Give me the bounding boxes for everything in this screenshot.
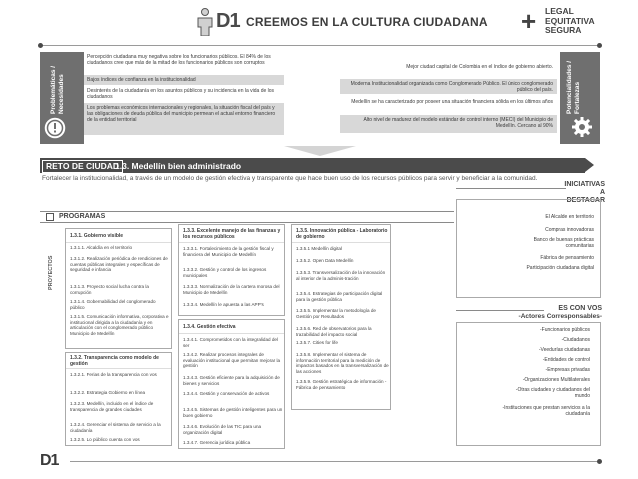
project-item: 1.3.5.3. Transversalización de la innovación al interior de la adminis-tración <box>296 270 386 281</box>
logo-line-2: EQUITATIVA <box>545 15 595 26</box>
project-item: 1.3.2.3. Medellín, incluido en el índice de transparencia de grandes ciudades <box>70 401 154 412</box>
divider-dot <box>38 43 43 48</box>
project-item: 1.3.5.7. Cities for life <box>296 340 338 345</box>
project-item: 1.3.1.5. Comunicación informativa, corporativa e institucional dirigida a la ciudadanía y en articulación con el conglomerado público Municipio de Medellín <box>70 314 169 336</box>
iniciativa-item: Compras innovadoras <box>545 227 594 233</box>
project-item: 1.3.5.2. Open Data Medellín <box>296 258 354 263</box>
project-item: 1.3.5.9. Gestión estratégica de información - Fábrica de pensamiento <box>296 379 387 390</box>
divider <box>292 242 390 243</box>
person-icon <box>195 8 215 36</box>
project-item: 1.3.3.3. Normalización de la cartera morosa del Municipio de Medellín <box>183 284 280 295</box>
actor-item: -Empresas privadas <box>545 367 590 373</box>
reto-arrow-icon <box>585 158 594 172</box>
brand-logo <box>545 7 595 36</box>
project-item: 1.3.4.5. Sistemas de gestión inteligentes para un buen gobierno <box>183 407 283 418</box>
down-arrow-icon <box>284 146 356 156</box>
program-title: 1.3.3. Excelente manejo de las finanzas y los recursos públicos <box>183 228 281 240</box>
footer-divider <box>70 461 600 462</box>
potentials-tab-label: Potencialidades / Fortalezas <box>566 60 581 114</box>
project-item: 1.3.1.4. Gobernabilidad del conglomerado público <box>70 299 156 310</box>
project-item: 1.3.5.4. Estrategias de participación digital para la gestión pública <box>296 291 383 302</box>
actores-box <box>456 322 601 446</box>
iniciativa-item: Fábrica de pensamiento <box>540 255 594 261</box>
project-item: 1.3.4.7. Gerencia jurídica pública <box>183 440 251 445</box>
iniciativas-title: INICIATIVAS A DESTACAR <box>564 181 605 204</box>
project-item: 1.3.5.8. Implementar el sistema de información territorial para la medición de impactos basados en la transversalización de las acciones <box>296 352 389 374</box>
program-title: 1.3.4. Gestión efectiva <box>183 324 236 330</box>
actor-item: -Organizaciones Multilaterales <box>522 377 590 383</box>
iniciativa-item: Participación ciudadana digital <box>526 265 594 271</box>
actor-item: -Veedurías ciudadanas <box>538 347 590 353</box>
proyectos-label: PROYECTOS <box>48 255 54 290</box>
divider <box>66 368 171 369</box>
iniciativas-divider <box>456 188 566 189</box>
program-box-1-3-1 <box>65 228 172 349</box>
problem-item: Desinterés de la ciudadanía en los asuntos públicos y su incidencia en la vida de los ciudadanos <box>87 88 275 100</box>
iniciativas-box <box>456 199 601 298</box>
potential-item: Mejor ciudad capital de Colombia en el índice de gobierno abierto. <box>406 64 553 70</box>
plus-logo-icon: + <box>521 6 537 36</box>
program-box-1-3-2 <box>65 352 172 446</box>
header-divider <box>40 45 600 46</box>
iniciativa-item: El Alcalde en territorio <box>545 214 594 220</box>
problem-item: Bajos índices de confianza en la institucionalidad <box>84 75 284 85</box>
footer-badge: D1 <box>40 452 59 469</box>
actor-item: -Otras ciudades y ciudadanos del mundo <box>515 387 590 399</box>
project-item: 1.3.5.1 Medellín digital <box>296 246 342 251</box>
program-box-1-3-5 <box>291 224 391 410</box>
alert-icon <box>44 117 66 139</box>
potential-item: Medellín se ha caracterizado por poseer una situación financiera sólida en los últimos años <box>351 99 553 105</box>
potential-item: Alto nivel de madurez del modelo estándar de control interno (MECI) del Municipio de Medellín. Cercano al 90% <box>340 115 557 133</box>
es-con-vos-subtitle: -Actores Corresponsables- <box>518 313 602 320</box>
project-item: 1.3.5.5. Implementar la metodología de Gestión por Resultados <box>296 308 376 319</box>
potential-item: Moderna Institucionalidad organizada como Conglomerado Público. El único conglomerado público del país. <box>340 79 557 94</box>
logo-line-3: SEGURA <box>545 25 582 35</box>
project-item: 1.3.1.2. Realización periódica de rendiciones de cuentas públicas integrales y específicas de seguridad e infancia <box>70 256 168 272</box>
es-con-vos-divider <box>456 310 544 311</box>
project-item: 1.3.4.2. Realizar procesos integrales de evaluación institucional que permitan mejorar la gestión <box>183 352 281 368</box>
problem-item: Los problemas económicos internacionales y regionales, la situación fiscal del país y las obligaciones de deuda pública del municipio permean el actual entorno financiero de la entidad territorial <box>84 103 284 135</box>
problems-tab-label: Problemáticas / Necesidades <box>50 65 65 114</box>
reto-subtitle: 1.3. Medellín bien administrado <box>115 161 242 171</box>
project-item: 1.3.2.4. Gerenciar el sistema de servicio a la ciudadanía <box>70 422 161 433</box>
gear-icon <box>571 116 593 138</box>
program-box-1-3-3 <box>178 224 285 316</box>
project-item: 1.3.2.5. Lo público cuenta con vos <box>70 437 140 442</box>
program-title: 1.3.2. Transparencia como modelo de gestión <box>70 355 159 367</box>
reto-description: Fortalecer la institucionalidad, a través de un modelo de gestión efectiva y transparente que hace buen uso de los recursos públicos para servir y beneficiar a la comunidad. <box>42 175 538 182</box>
page-title: CREEMOS EN LA CULTURA CIUDADANA <box>246 15 488 29</box>
project-item: 1.3.4.3. Gestión eficiente para la adquisición de bienes y servicios <box>183 375 280 386</box>
actor-item: -Funcionarios públicos <box>539 327 590 333</box>
project-item: 1.3.2.2. Estrategia Gobierno en línea <box>70 390 146 395</box>
divider <box>66 242 171 243</box>
project-item: 1.3.2.1. Ferias de la transparencia con vos <box>70 372 157 377</box>
project-item: 1.3.5.6. Red de observatorios para la trazabilidad del impacto social <box>296 326 372 337</box>
actor-item: -Entidades de control <box>542 357 590 363</box>
divider-dot <box>597 459 602 464</box>
project-item: 1.3.4.6. Evolución de las TIC para una organización digital <box>183 424 262 435</box>
program-box-1-3-4 <box>178 319 285 449</box>
project-item: 1.3.3.2. Gestión y control de los ingresos municipales <box>183 267 267 278</box>
divider <box>179 333 284 334</box>
actor-item: -Ciudadanos <box>561 337 590 343</box>
header-badge: D1 <box>216 10 240 32</box>
program-title: 1.3.5. Innovación pública - Laboratorio de gobierno <box>296 228 388 240</box>
iniciativa-item: Banco de buenas prácticas comunitarias <box>533 237 594 249</box>
problem-item: Percepción ciudadana muy negativa sobre los funcionarios públicos. El 84% de los ciudadanos cree que más de la mitad de los funcionarios públicos son corruptos <box>87 54 271 66</box>
project-item: 1.3.1.3. Proyecto social lucha contra la corrupción <box>70 284 149 295</box>
reto-label: RETO DE CIUDAD <box>42 160 123 173</box>
divider <box>179 242 284 243</box>
edit-icon <box>46 213 54 221</box>
divider-dot <box>597 43 602 48</box>
programas-title: PROGRAMAS <box>59 213 106 220</box>
project-item: 1.3.4.4. Gestión y conservación de activos <box>183 391 270 396</box>
es-con-vos-title: ES CON VOS <box>558 305 602 312</box>
project-item: 1.3.1.1. Alcaldía en el territorio <box>70 245 133 250</box>
project-item: 1.3.4.1. Comprometidos con la integralidad del ser <box>183 337 278 348</box>
program-title: 1.3.1. Gobierno visible <box>70 233 124 239</box>
actor-item: -Instituciones que prestan servicios a la ciudadanía <box>502 405 590 417</box>
project-item: 1.3.3.1. Fortalecimiento de la gestión fiscal y financiera del Municipio de Medellín <box>183 246 274 257</box>
logo-line-1: LEGAL <box>545 6 574 16</box>
project-item: 1.3.3.4. Medellín le apuesta a las APP's <box>183 302 264 307</box>
